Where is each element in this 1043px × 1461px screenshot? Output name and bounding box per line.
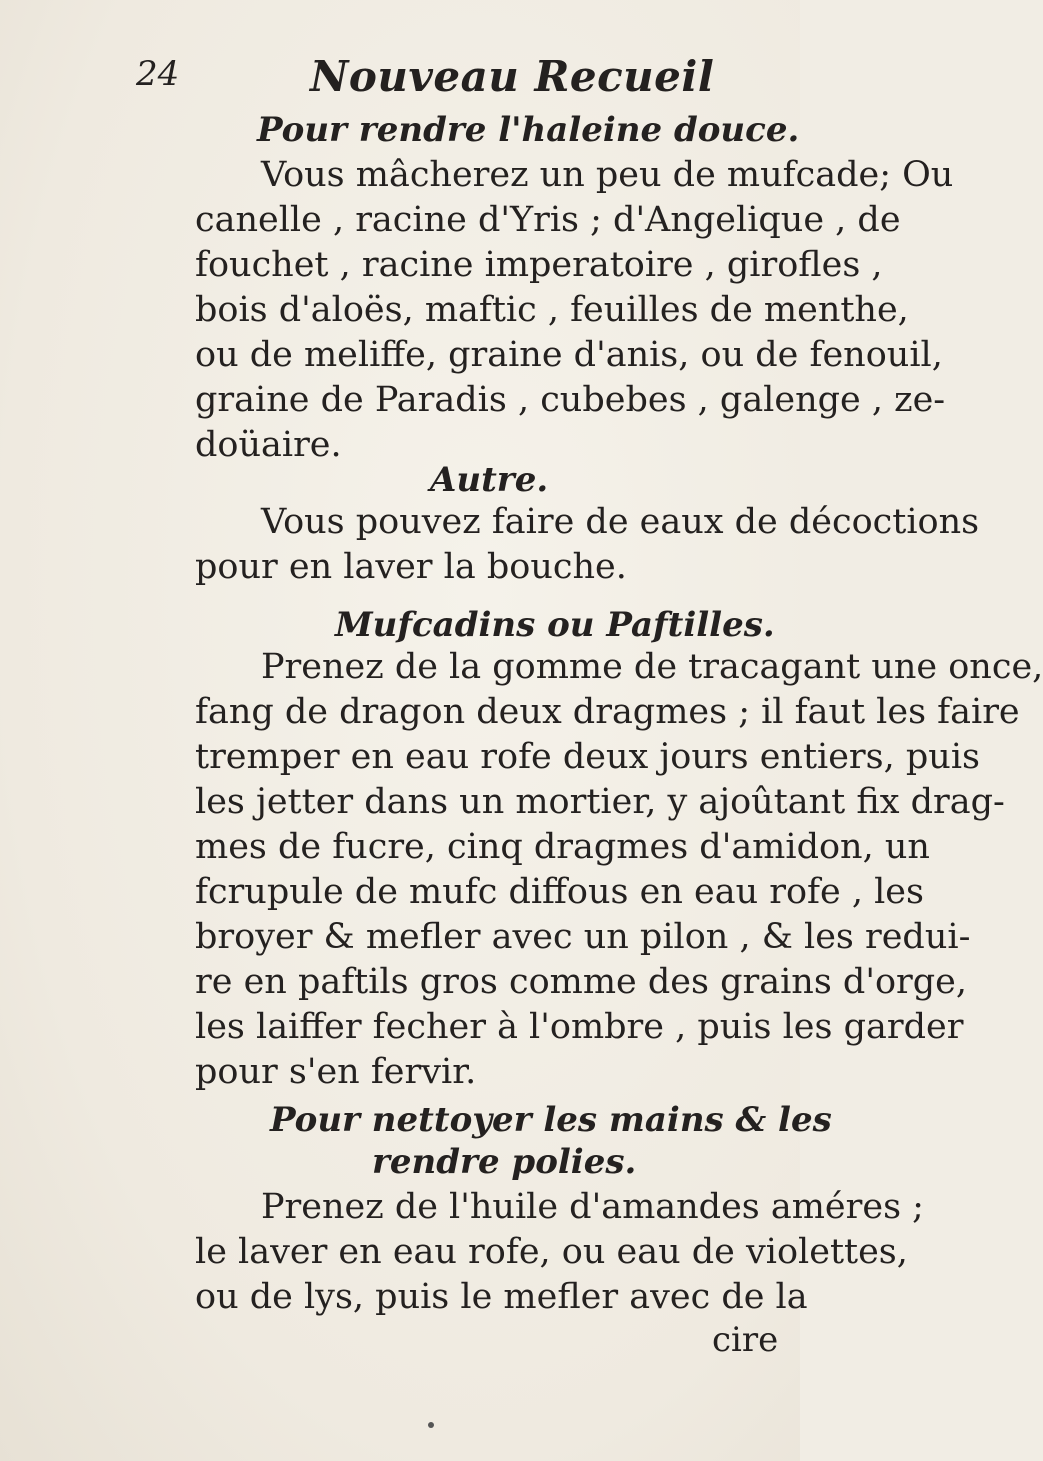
text-line: Vous pouvez faire de eaux de décoctions xyxy=(261,502,980,542)
page-number: 24 xyxy=(136,54,180,94)
text-line: Prenez de l'huile d'amandes améres ; xyxy=(261,1187,924,1227)
text-line: fcrupule de mufc diffous en eau rofe , les xyxy=(195,872,924,912)
catchword: cire xyxy=(712,1320,779,1360)
text-line: bois d'aloës, maftic , feuilles de menthe, xyxy=(195,290,909,330)
running-title: Nouveau Recueil xyxy=(310,52,715,101)
text-line: le laver en eau rofe, ou eau de violettes, xyxy=(195,1232,908,1272)
section-body xyxy=(195,1185,924,1320)
page-header xyxy=(0,52,800,102)
text-line: doüaire. xyxy=(195,425,342,465)
text-line: les laiffer fecher à l'ombre , puis les garder xyxy=(195,1007,964,1047)
section-title: Autre. xyxy=(430,460,549,500)
section-body xyxy=(195,500,980,590)
section-title: Pour nettoyer les mains & les xyxy=(270,1100,832,1140)
section-body xyxy=(195,153,954,468)
text-line: ou de lys, puis le mefler avec de la xyxy=(195,1277,808,1317)
text-line: Vous mâcherez un peu de mufcade; Ou xyxy=(261,155,954,195)
text-line: re en paftils gros comme des grains d'orge, xyxy=(195,962,967,1002)
section-body xyxy=(195,645,1043,1095)
page-mark xyxy=(428,1422,434,1428)
text-line: ou de meliffe, graine d'anis, ou de fenouil, xyxy=(195,335,943,375)
text-line: fouchet , racine imperatoire , girofles , xyxy=(195,245,883,285)
text-line: mes de fucre, cinq dragmes d'amidon, un xyxy=(195,827,930,867)
text-line: les jetter dans un mortier, y ajoûtant fix drag- xyxy=(195,782,1005,822)
section-title: Mufcadins ou Paftilles. xyxy=(335,605,775,645)
text-line: graine de Paradis , cubebes , galenge , ze- xyxy=(195,380,946,420)
text-line: tremper en eau rofe deux jours entiers, puis xyxy=(195,737,980,777)
text-line: Prenez de la gomme de tracagant une once, xyxy=(261,647,1043,687)
text-line: pour s'en fervir. xyxy=(195,1052,477,1092)
text-line: canelle , racine d'Yris ; d'Angelique , de xyxy=(195,200,901,240)
text-line: broyer & mefler avec un pilon , & les redui- xyxy=(195,917,971,957)
text-line: pour en laver la bouche. xyxy=(195,547,627,587)
section-title-continued: rendre polies. xyxy=(372,1142,637,1182)
text-line: fang de dragon deux dragmes ; il faut les faire xyxy=(195,692,1020,732)
section-title: Pour rendre l'haleine douce. xyxy=(257,110,800,150)
